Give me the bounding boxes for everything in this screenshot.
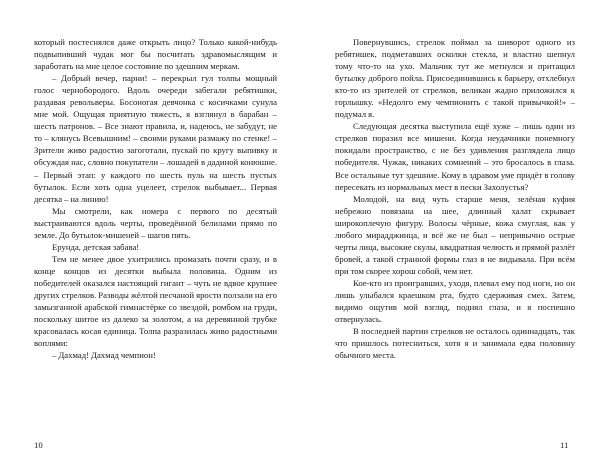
right-paragraph-1: Повернувшись, стрелок поймал за шиворот одного из ребятишек, подметавших осколки стекла, и властно шепнул тому что-то на ухо. Мальчик тут же метнулся и притащил бутылку доброго пойла. Присоединившись к барьеру, отхлебнул кто-то из зрителей от стрелков, великан жадно приложился к горлышку. «Недолго ему чемпионить с такой привычкой!» – подумал я. — [335, 37, 575, 120]
right-paragraph-3: Молодой, на вид чуть старше меня, зелёная куфия небрежно повязана на шее, длинный халат скрывает широкоплечую фигуру. Волосы чёрные, кожа смуглая, как у любого мирадджинца, и всё же не был – непривычно острые черты лица, высокие скулы, квадратная челюсть и прямой разлёт бровей, а такой странной формы глаз я не видывала. При всём при том скорее хорош собой, чем нет. — [335, 193, 575, 276]
right-page — [335, 36, 575, 361]
left-paragraph-2: – Добрый вечер, парни! – перекрыл гул толпы мощный голос чернобородого. Вдоль очереди забегали ребятишки, раздавая револьверы. Босоногая девчонка с косичками сунула мне мой. Ощущая приятную тяжесть, я взглянул в барабан – шесть патронов. – Все знают правила, и, надеюсь, не забудут, не то – клянусь Всевышним! – своими руками размажу по стенке! – Зрители живо радостно загоготали, пускай по кругу выпивку и обсуждая нас, словно покупатели – лошадей в дадиной конюшне. – Первый этап: у каждого по шесть пуль на шесть пустых бутылок. Если хоть одна уцелеет, стрелок выбывает... Первая десятка – на линию! — [34, 73, 277, 204]
left-paragraph-6: – Дахмад! Дахмад чемпион! — [52, 350, 156, 361]
left-paragraph-5: Тем не менее двое ухитрились промазать почти сразу, и в конце концов из десятки выбыла половина. Одним из победителей оказался настоящий гигант – чуть не вдвое крупнее других стрелков. Разводы жёлтой песчаной ярости ползали на его замызганной арабской гимнастёрке со звездой, ромбом на груди, поскольку шитое из далеко за золотом, а на деревянной трубке красовалась косая единица. Толпа разразилась живо радостными воплями: — [34, 253, 277, 349]
right-paragraph-2: Следующая десятка выступила ещё хуже – лишь один из стрелков поразил все мишени. Когда неудачники понемногу покидали пространство, с не без удивления разглядела лицо победителя. Чужак, никаких сомнений – это бросалось в глаза. Все остальные тут здешние. Кому в здравом уме придёт в голову пересекать из нормальных мест в пески Захолустья? — [335, 121, 575, 192]
right-paragraph-4: Кое-кто из проигравших, уходя, плевал ему под ноги, но он лишь улыбался краешком рта, будто сдерживая смех. Затем, видимо ощутив мой взгляд, поднял глаза, и я поспешно отвернулась. — [335, 277, 575, 325]
left-paragraph-1: который постеснялся даже открыть лицо? Только какой-нибудь подвыпивший чудак мог бы посчитать здравомыслящим и заработать на мне целое состояние по здешним меркам. — [34, 37, 277, 72]
left-page — [34, 36, 277, 361]
right-page-number: 11 — [560, 440, 569, 450]
left-page-number: 10 — [34, 440, 43, 450]
left-paragraph-4: Ерунда, детская забава! — [52, 241, 140, 252]
left-paragraph-3: Мы смотрели, как номера с первого по десятый выстраиваются вдоль черты, проведённой белилами прямо по земле. До бутылок-мишеней – шагов пять. — [34, 205, 277, 240]
right-paragraph-5: В последней партии стрелков не осталось одиннадцать, так что пришлось потесниться, хотя я и занимала едва половину обычного места. — [335, 326, 575, 361]
